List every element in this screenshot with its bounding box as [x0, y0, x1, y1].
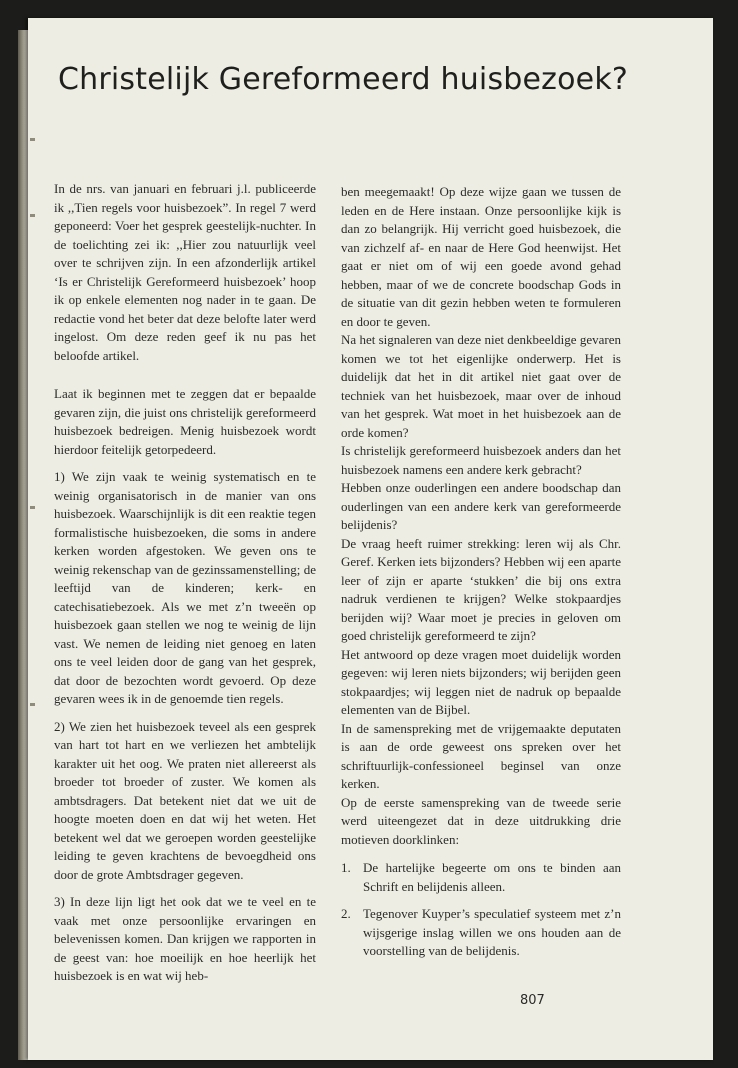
- article-title: Christelijk Gereformeerd huisbezoek?: [58, 62, 629, 97]
- paragraph: Is christelijk gereformeerd huisbezoek anders dan het huisbezoek namens een andere kerk gebracht?: [341, 443, 621, 477]
- list-number: 2.: [341, 906, 351, 921]
- paragraph: ben meegemaakt! Op deze wijze gaan we tussen de leden en de Here instaan. Onze persoonlijke kijk is dan zo belangrijk. Hij verricht goed huisbezoek, die van zichzelf af- en naar de Here God heenwijst. Het gaat er niet om of wij een goede avond gehad hebben, maar of we de concrete boodschap Gods in de situatie van dit gezin hebben weten te formuleren en door te geven.: [341, 184, 621, 329]
- left-column: [54, 180, 316, 995]
- margin-mark: [30, 506, 35, 509]
- margin-mark: [30, 214, 35, 217]
- margin-mark: [30, 703, 35, 706]
- list-text: De hartelijke begeerte om ons te binden aan Schrift en belijdenis alleen.: [363, 860, 621, 894]
- paragraph: Na het signaleren van deze niet denkbeeldige gevaren komen we tot het eigenlijke onderwerp. Het is duidelijk dat het in dit artikel niet gaat over de techniek van het huisbezoek, maar over de inhoud van het gesprek. Wat moet in het huisbezoek aan de orde komen?: [341, 332, 621, 440]
- paragraph: De vraag heeft ruimer strekking: leren wij als Chr. Geref. Kerken iets bijzonders? Hebben wij een aparte leer of zijn er aparte ‘stukken’ die bij ons extra nadruk verdienen te krijgen? Welke stokpaardjes berijden wij? Waar moet je precies in geloven om goed christelijk gereformeerd te zijn?: [341, 535, 621, 643]
- paragraph: In de nrs. van januari en februari j.l. publiceerde ik ,,Tien regels voor huisbezoek”. In regel 7 werd geponeerd: Voer het gesprek geestelijk-nuchter. In de toelichting zei ik: ,,Hier zou natuurlijk veel over te schrijven zijn. In een afzonderlijk artikel ‘Is er Christelijk Gereformeerd huisbezoek’ hoop ik op enkele elementen nog nader in te gaan. De redactie vond het beter dat deze belofte later werd ingelost. Om deze reden geef ik nu pas het beloofde artikel.: [54, 181, 316, 363]
- paragraph: In de samenspreking met de vrijgemaakte deputaten is aan de orde geweest ons spreken over het schriftuurlijk-confessioneel beginsel van onze kerken.: [341, 720, 621, 791]
- page-edge-shadow: [18, 30, 28, 1060]
- paragraph: Hebben onze ouderlingen een andere boodschap dan ouderlingen van een andere kerk van gereformeerde belijdenis?: [341, 480, 621, 532]
- right-column: [341, 183, 621, 970]
- paragraph: Op de eerste samenspreking van de tweede serie werd uiteengezet dat in deze uitdrukking drie motieven doorklinken:: [341, 794, 621, 847]
- paragraph: 2) We zien het huisbezoek teveel als een gesprek van hart tot hart en we verliezen het ambtelijk karakter uit het oog. We praten niet allereerst als broeder tot broeder of zuster. We komen als ambtsdragers. Dat betekent niet dat we uit de hoogte moeten doen en dat wij het weten. Het betekent wel dat we geroepen worden geestelijke leiding te geven krachtens de bevoegdheid ons door de grote Ambtsdrager gegeven.: [54, 718, 316, 882]
- list-item: [341, 905, 621, 961]
- list-number: 1.: [341, 860, 351, 875]
- paragraph: 3) In deze lijn ligt het ook dat we te veel en te vaak met onze persoonlijke ervaringen en belevenissen komen. Dan krijgen we rapporten in de geest van: hoe moeilijk en hoe heerlijk het huisbezoek is en wat wij heb-: [54, 894, 316, 983]
- paragraph: Laat ik beginnen met te zeggen dat er bepaalde gevaren zijn, die juist ons christelijk gereformeerd huisbezoek bedreigen. Menig huisbezoek wordt hierdoor feitelijk getorpedeerd.: [54, 386, 316, 457]
- numbered-list: [341, 859, 621, 961]
- list-item: [341, 859, 621, 896]
- paragraph: 1) We zijn vaak te weinig systematisch en te weinig organisatorisch in de manier van ons huisbezoek. Waarschijnlijk is dit een reaktie tegen formalistische huisbezoeken, die soms in andere kerken worden afgestoken. We geven ons te weinig rekenschap van de gezinssamenstelling; de leeftijd van de kinderen; kerk- en catechisatiebezoek. Als we met z’n tweeën op huisbezoek gaan stellen we nog te weinig de lijn vast. We nemen de leiding niet genoeg en laten ons te veel leiden door de gang van het gesprek, dat door de bezochten wordt gevoerd. Op deze gevaren wees ik in de genoemde tien regels.: [54, 469, 316, 706]
- paragraph: Het antwoord op deze vragen moet duidelijk worden gegeven: wij leren niets bijzonders; wij berijden geen stokpaardjes; wij leggen niet de nadruk op bepaalde elementen van de Bijbel.: [341, 646, 621, 717]
- page-number: 807: [520, 993, 545, 1008]
- margin-mark: [30, 138, 35, 141]
- list-text: Tegenover Kuyper’s speculatief systeem met z’n wijsgerige inslag willen we ons houden aan de voorstelling van de belijdenis.: [363, 906, 621, 958]
